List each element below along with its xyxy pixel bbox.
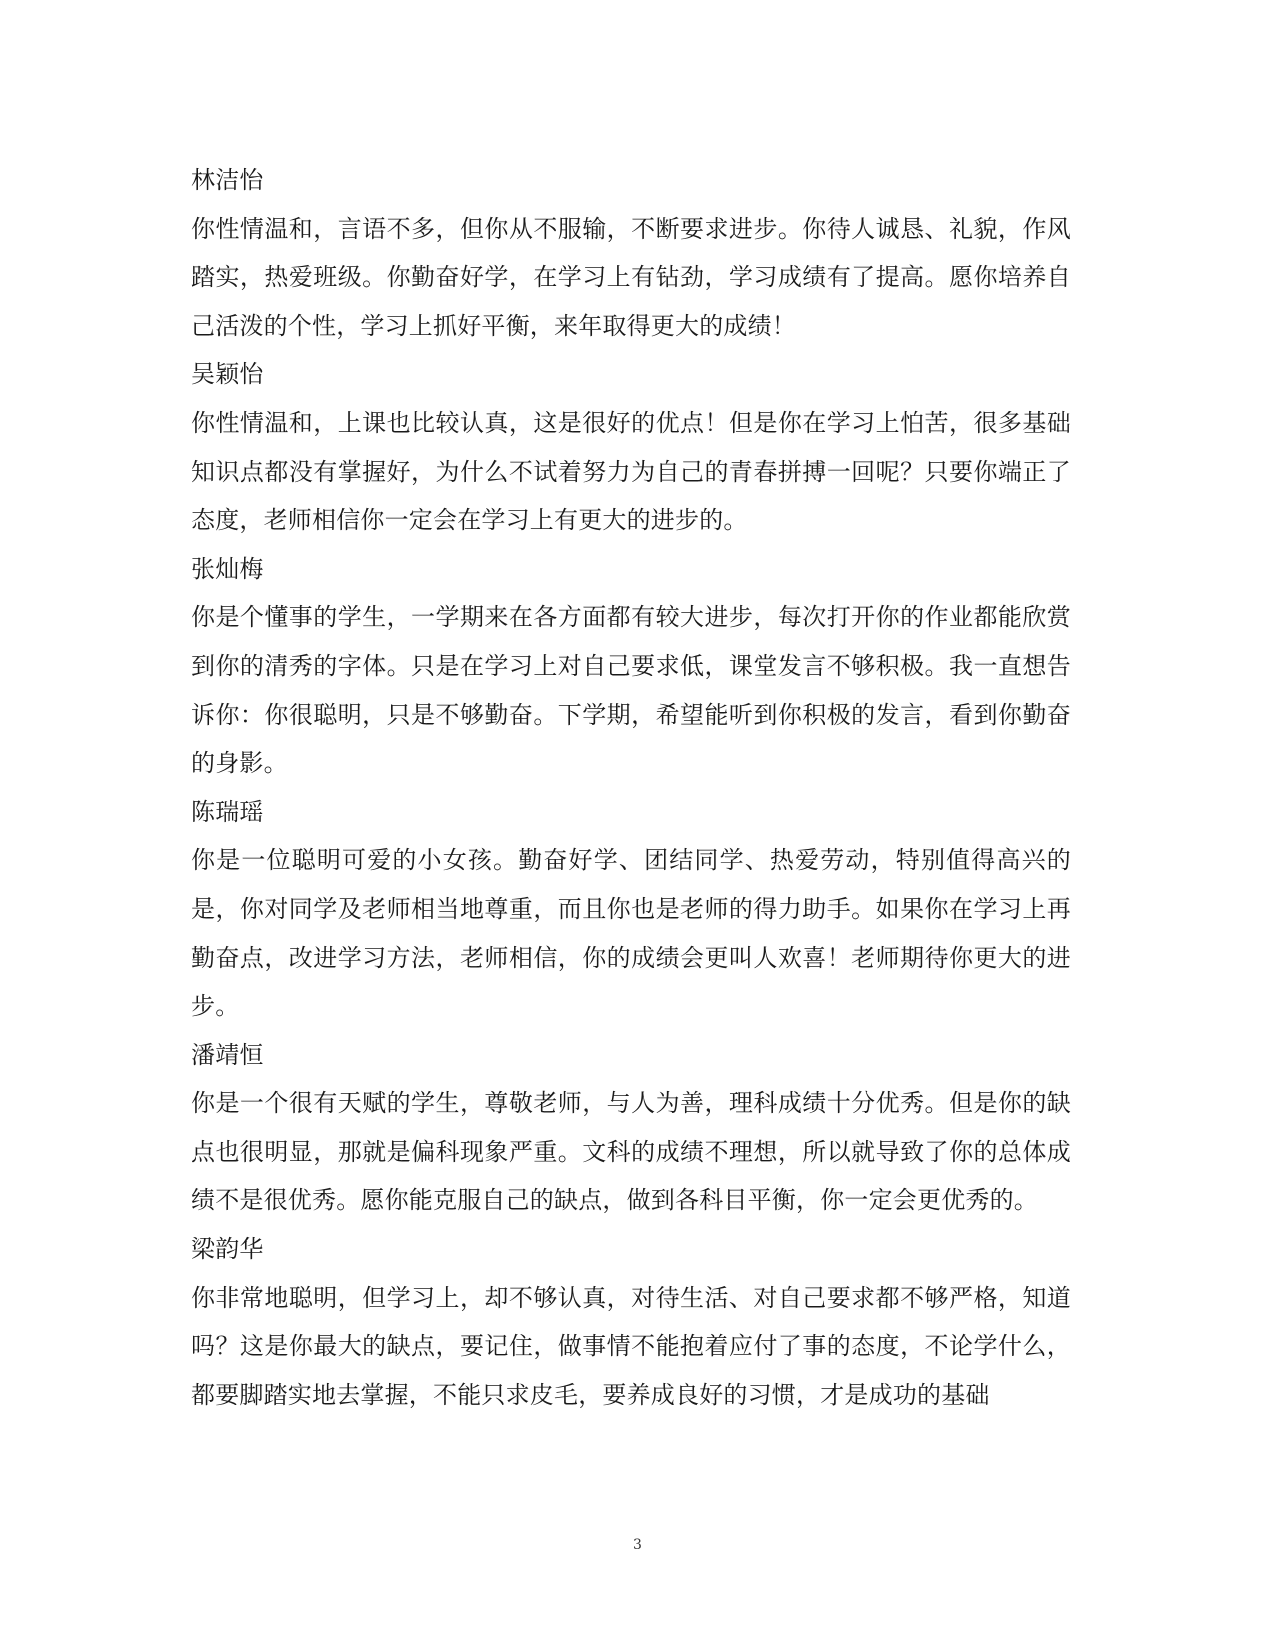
student-name: 张灿梅 — [191, 554, 264, 583]
document-body — [191, 156, 1071, 1419]
student-name: 吴颖怡 — [191, 360, 264, 389]
student-comment: 你是一位聪明可爱的小女孩。勤奋好学、团结同学、热爱劳动，特别值得高兴的是，你对同学及老师相当地尊重，而且你也是老师的得力助手。如果你在学习上再勤奋点，改进学习方法，老师相信，你的成绩会更叫人欢喜！老师期待你更大的进步。 — [191, 846, 1071, 1021]
student-name: 陈瑞瑶 — [191, 797, 264, 826]
student-comment: 你是个懂事的学生，一学期来在各方面都有较大进步，每次打开你的作业都能欣赏到你的清秀的字体。只是在学习上对自己要求低，课堂发言不够积极。我一直想告诉你：你很聪明，只是不够勤奋。下学期，希望能听到你积极的发言，看到你勤奋的身影。 — [191, 603, 1071, 778]
student-name: 梁韵华 — [191, 1235, 264, 1264]
student-name: 潘靖恒 — [191, 1040, 264, 1069]
student-comment: 你性情温和，言语不多，但你从不服输，不断要求进步。你待人诚恳、礼貌，作风踏实，热爱班级。你勤奋好学，在学习上有钻劲，学习成绩有了提高。愿你培养自己活泼的个性，学习上抓好平衡，来年取得更大的成绩！ — [191, 214, 1071, 340]
student-comment: 你是一个很有天赋的学生，尊敬老师，与人为善，理科成绩十分优秀。但是你的缺点也很明显，那就是偏科现象严重。文科的成绩不理想，所以就导致了你的总体成绩不是很优秀。愿你能克服自己的缺点，做到各科目平衡，你一定会更优秀的。 — [191, 1089, 1071, 1215]
student-comment: 你非常地聪明，但学习上，却不够认真，对待生活、对自己要求都不够严格，知道吗？这是你最大的缺点，要记住，做事情不能抱着应付了事的态度，不论学什么，都要脚踏实地去掌握，不能只求皮毛，要养成良好的习惯，才是成功的基础 — [191, 1283, 1071, 1409]
student-name: 林洁怡 — [191, 166, 264, 194]
page-number: 3 — [633, 1537, 642, 1553]
student-comment: 你性情温和，上课也比较认真，这是很好的优点！但是你在学习上怕苦，很多基础知识点都没有掌握好，为什么不试着努力为自己的青春拼搏一回呢？只要你端正了态度，老师相信你一定会在学习上有更大的进步的。 — [191, 408, 1071, 535]
